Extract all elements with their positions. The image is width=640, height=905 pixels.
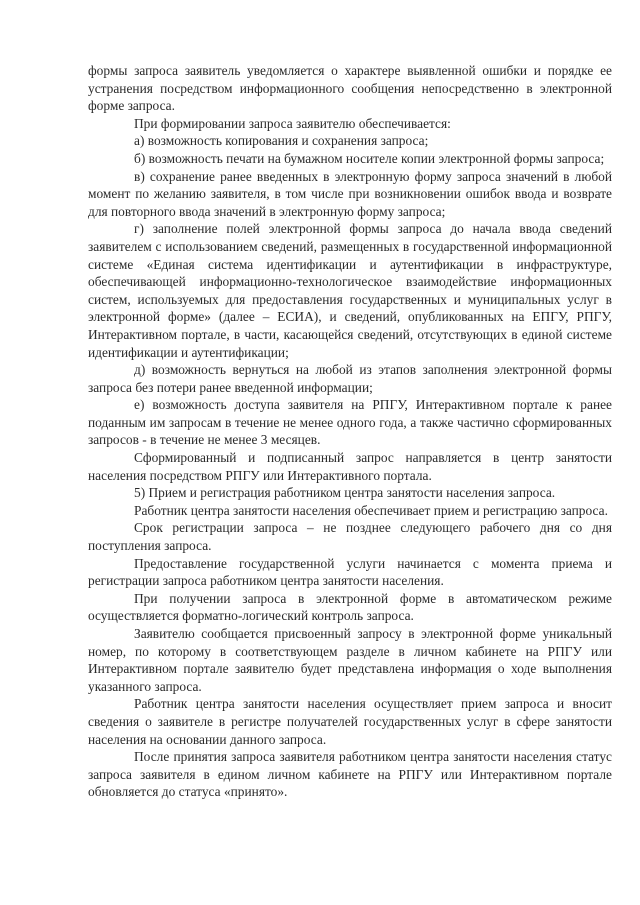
paragraph-registration-term: Срок регистрации запроса – не позднее следующего рабочего дня со дня поступления запроса.: [88, 520, 612, 554]
paragraph-request-sent: Сформированный и подписанный запрос направляется в центр занятости населения посредством РПГУ или Интерактивного портала.: [88, 450, 612, 483]
paragraph-status-update: После принятия запроса заявителя работником центра занятости населения статус запроса заявителя в едином личном кабинете на РПГУ или Интерактивном портале обновляется до статуса «принято».: [88, 749, 612, 800]
paragraph-unique-number: Заявителю сообщается присвоенный запросу в электронной форме уникальный номер, по которому в соответствующем разделе в личном кабинете на РПГУ или Интерактивном портале заявителю будет представлена информация о ходе выполнения указанного запроса.: [88, 626, 612, 694]
paragraph-item-d: д) возможность вернуться на любой из этапов заполнения электронной формы запроса без потери ранее введенной информации;: [88, 362, 612, 395]
paragraph-reception: Работник центра занятости населения обеспечивает прием и регистрацию запроса.: [134, 502, 608, 518]
paragraph-item-e: е) возможность доступа заявителя на РПГУ, Интерактивном портале к ранее поданным им запросам в течение не менее одного года, а также частично сформированных запросов - в течение не менее 3 месяцев.: [88, 397, 612, 448]
paragraph-item-b: б) возможность печати на бумажном носителе копии электронной формы запроса;: [134, 150, 605, 166]
paragraph-item-a: а) возможность копирования и сохранения запроса;: [134, 133, 429, 149]
paragraph-item-g: г) заполнение полей электронной формы запроса до начала ввода сведений заявителем с использованием сведений, размещенных в государственной информационной системе «Единая система идентификации и аутентификации в инфраструктуре, обеспечивающей информационно-технологическое взаимодействие информационных систем, используемых для предоставления государственных и муниципальных услуг в электронной форме» (далее – ЕСИА), и сведений, опубликованных на ЕПГУ, РПГУ, Интерактивном портале, в части, касающейся сведений, отсутствующих в единой системе идентификации и аутентификации;: [88, 221, 612, 360]
paragraph-provided-list-intro: При формировании запроса заявителю обеспечивается:: [134, 115, 451, 131]
document-page: [88, 62, 612, 801]
paragraph-service-start: Предоставление государственной услуги начинается с момента приема и регистрации запроса работником центра занятости населения.: [88, 555, 612, 589]
paragraph-section-5-heading: 5) Прием и регистрация работником центра занятости населения запроса.: [134, 485, 556, 501]
paragraph-item-v: в) сохранение ранее введенных в электронную форму запроса значений в любой момент по желанию заявителя, в том числе при возникновении ошибок ввода и возврате для повторного ввода значений в электронную форму запроса;: [88, 168, 612, 219]
paragraph-register-entry: Работник центра занятости населения осуществляет прием запроса и вносит сведения о заявителе в регистре получателей государственных услуг в сфере занятости населения на основании данного запроса.: [88, 696, 612, 747]
paragraph-error-notice: формы запроса заявитель уведомляется о характере выявленной ошибки и порядке ее устранения посредством информационного сообщения непосредственно в электронной форме запроса.: [88, 63, 612, 114]
paragraph-format-control: При получении запроса в электронной форме в автоматическом режиме осуществляется форматно-логический контроль запроса.: [88, 590, 612, 624]
